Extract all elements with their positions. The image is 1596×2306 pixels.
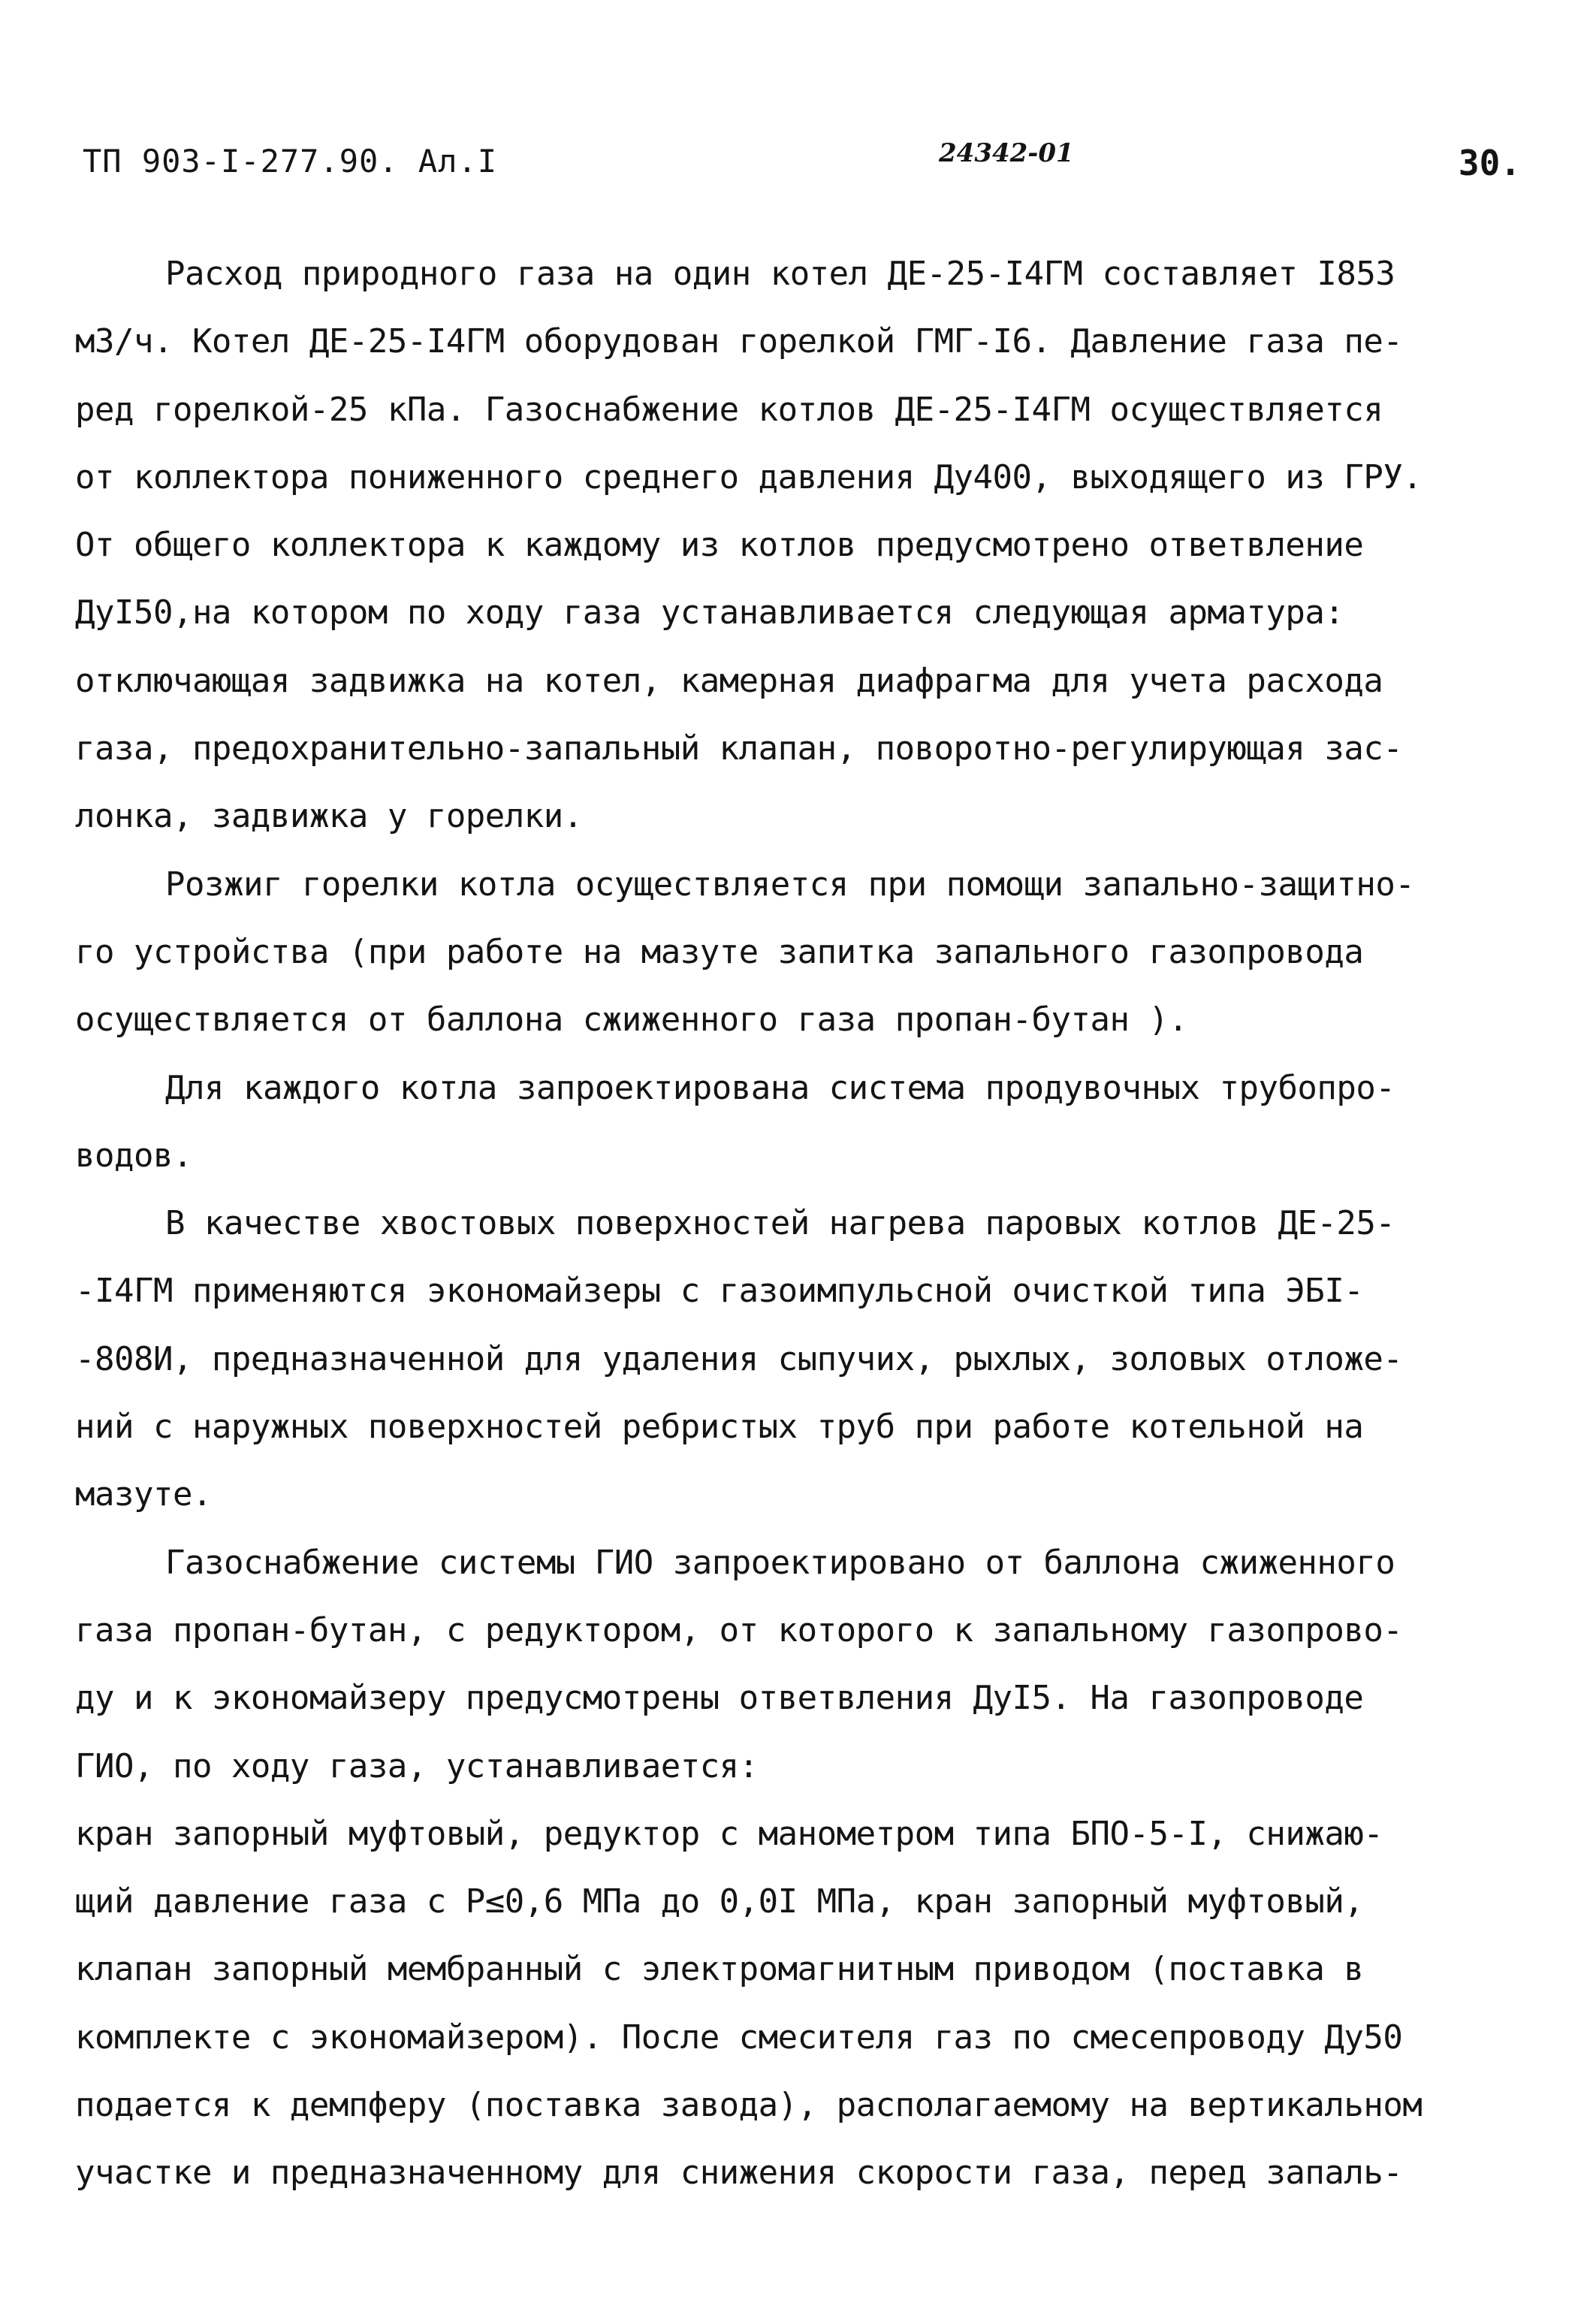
text-line: Расход природного газа на один котел ДЕ-25-I4ГМ составляет I853 <box>165 255 1395 293</box>
text-line: клапан запорный мембранный с электромагнитным приводом (поставка в <box>75 1950 1364 1989</box>
text-line: газа пропан-бутан, с редуктором, от которого к запальному газопрово- <box>75 1610 1403 1650</box>
text-line: осуществляется от баллона сжиженного газа пропан-бутан ). <box>75 1001 1188 1040</box>
text-line: газа, предохранительно-запальный клапан, поворотно-регулирующая зас- <box>75 729 1403 768</box>
text-line: ний с наружных поверхностей ребристых труб при работе котельной на <box>75 1408 1364 1447</box>
text-line: щий давление газа с P≤0,6 МПа до 0,0I МПа, кран запорный муфтовый, <box>75 1882 1364 1921</box>
text-line: ДуI50,на котором по ходу газа устанавливается следующая арматура: <box>75 593 1344 632</box>
text-line: кран запорный муфтовый, редуктор с манометром типа БПО-5-I, снижаю- <box>75 1814 1383 1853</box>
page-number: 30. <box>1458 143 1521 183</box>
page-header <box>83 138 1521 195</box>
text-line: Для каждого котла запроектирована система продувочных трубопро- <box>165 1068 1395 1107</box>
text-line: го устройства (при работе на мазуте запитка запального газопровода <box>75 932 1364 971</box>
text-line: ред горелкой-25 кПа. Газоснабжение котлов ДЕ-25-I4ГМ осуществляется <box>75 390 1383 429</box>
body-text <box>75 240 1525 2208</box>
text-line: Розжиг горелки котла осуществляется при помощи запально-защитно- <box>165 865 1415 904</box>
text-line: от коллектора пониженного среднего давления Ду400, выходящего из ГРУ. <box>75 457 1423 497</box>
text-line: комплекте с экономайзером). После смесителя газ по смесепроводу Ду50 <box>75 2018 1403 2057</box>
text-line: лонка, задвижка у горелки. <box>75 797 583 836</box>
document-code: ТП 903-I-277.90. Ал.I <box>83 143 498 180</box>
text-line: водов. <box>75 1136 192 1175</box>
text-line: -I4ГМ применяются экономайзеры с газоимпульсной очисткой типа ЭБI- <box>75 1272 1364 1311</box>
text-line: отключающая задвижка на котел, камерная диафрагма для учета расхода <box>75 661 1383 700</box>
text-line: От общего коллектора к каждому из котлов предусмотрено ответвление <box>75 526 1364 565</box>
text-line: Газоснабжение системы ГИО запроектировано от баллона сжиженного <box>165 1543 1395 1582</box>
text-line: м3/ч. Котел ДЕ-25-I4ГМ оборудован горелкой ГМГ-I6. Давление газа пе- <box>75 322 1403 361</box>
text-line: В качестве хвостовых поверхностей нагрева паровых котлов ДЕ-25- <box>165 1204 1395 1243</box>
text-line: ГИО, по ходу газа, устанавливается: <box>75 1746 759 1785</box>
text-line: -808И, предназначенной для удаления сыпучих, рыхлых, золовых отложе- <box>75 1339 1403 1378</box>
inventory-number: 24342-01 <box>939 138 1074 168</box>
text-line: мазуте. <box>75 1475 212 1514</box>
text-line: ду и к экономайзеру предусмотрены ответвления ДуI5. На газопроводе <box>75 1679 1364 1718</box>
text-line: подается к демпферу (поставка завода), располагаемому на вертикальном <box>75 2086 1423 2125</box>
text-line: участке и предназначенному для снижения скорости газа, перед запаль- <box>75 2154 1403 2193</box>
